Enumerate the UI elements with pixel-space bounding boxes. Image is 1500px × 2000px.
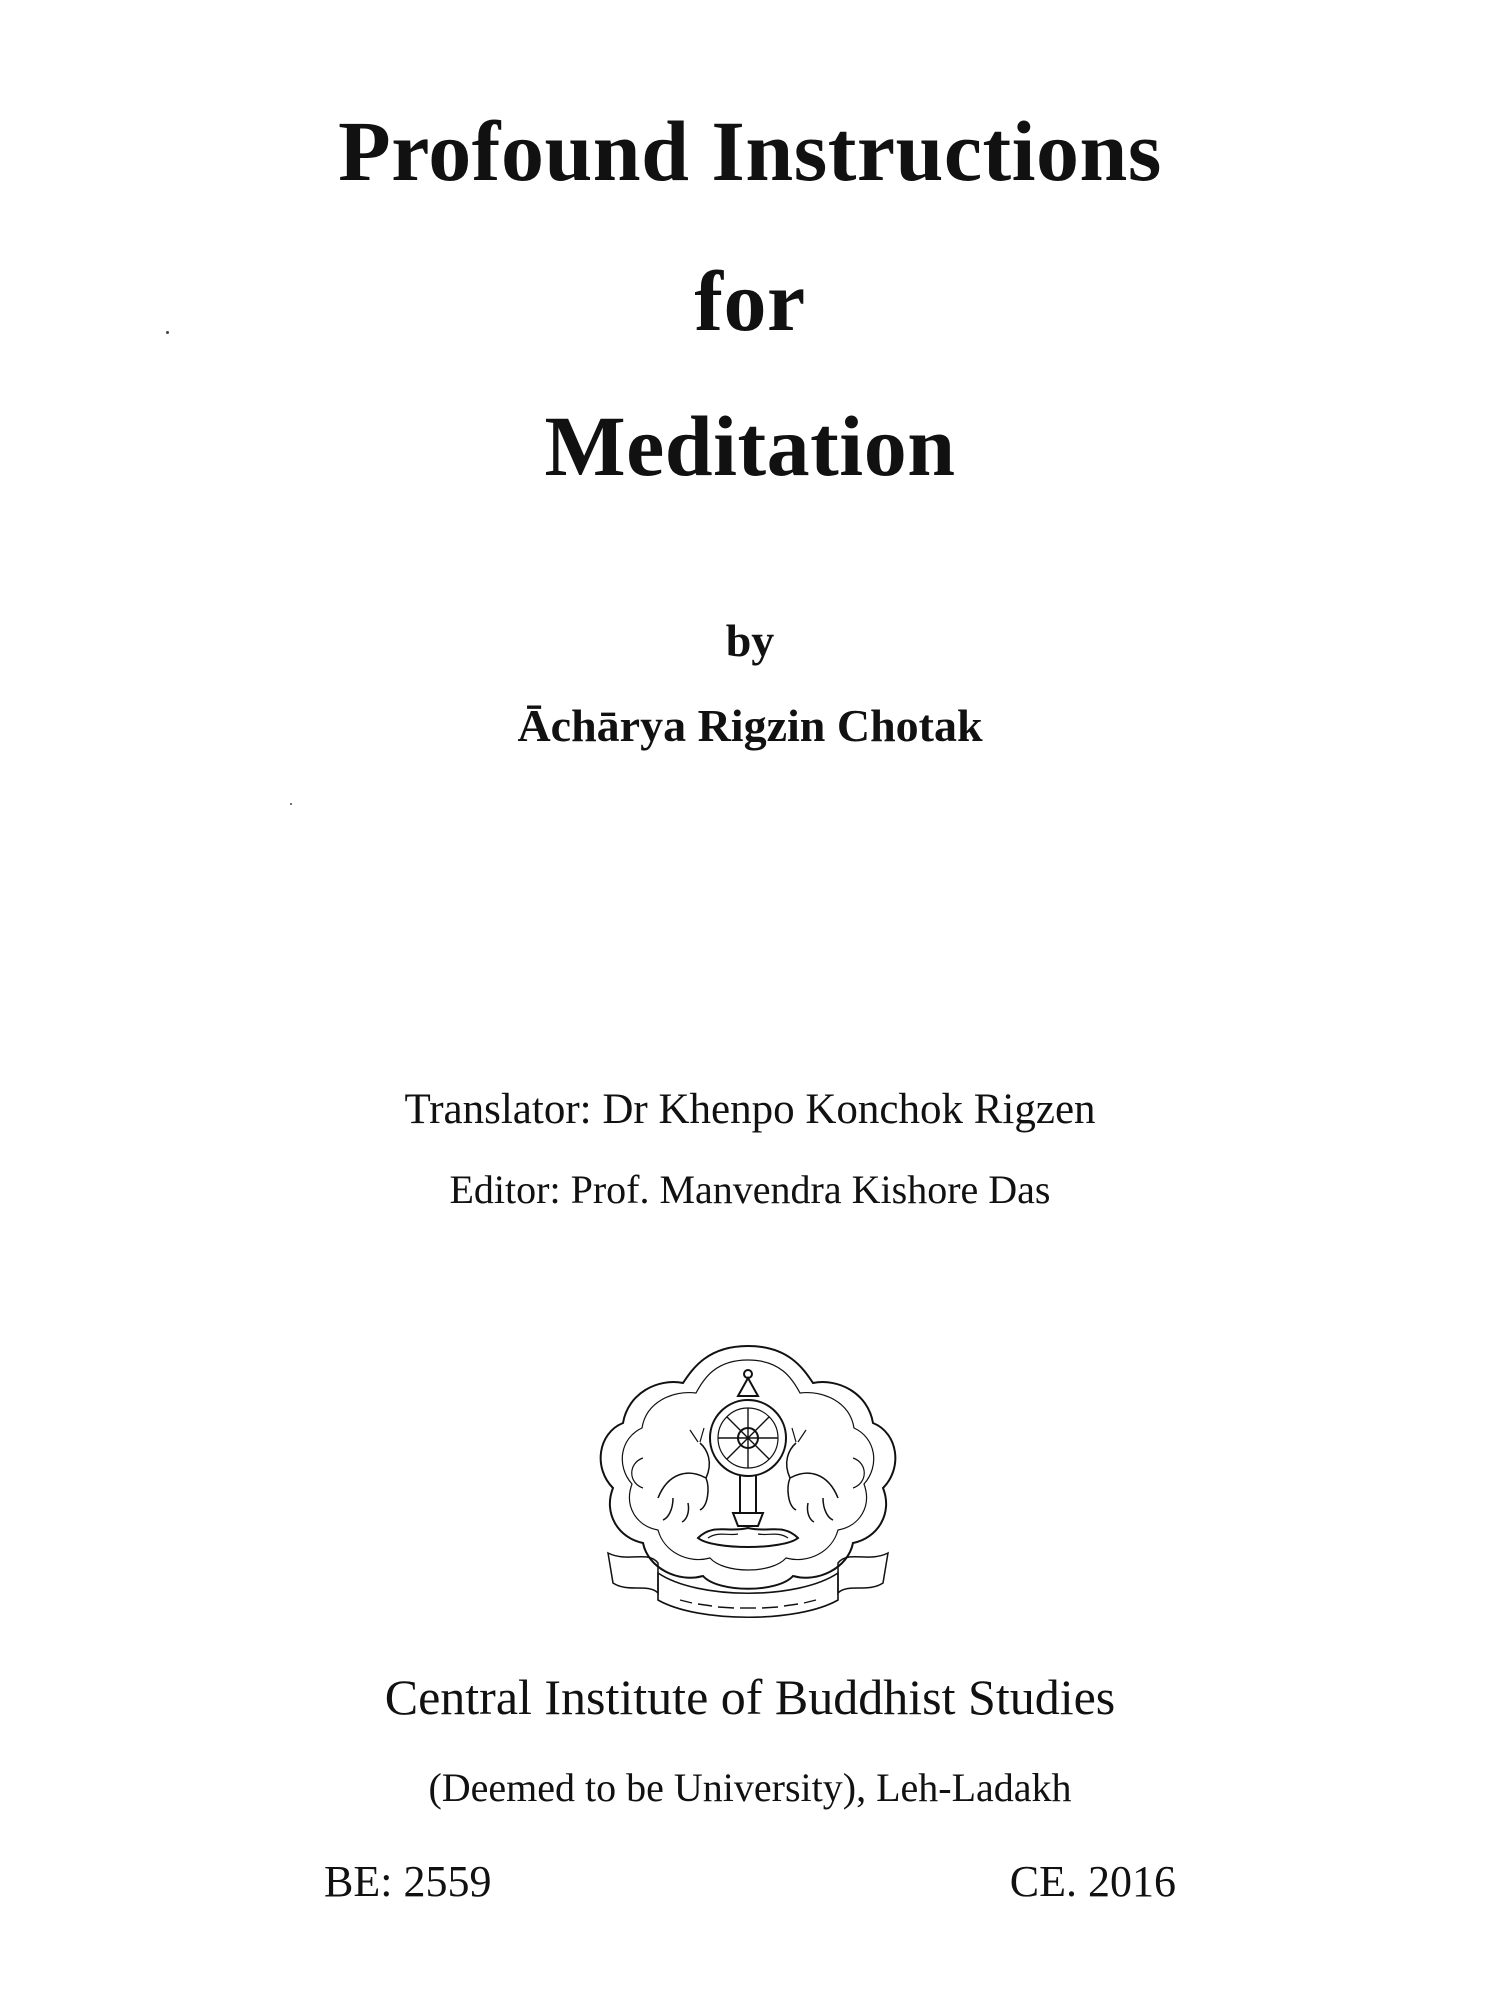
publisher-subtitle: (Deemed to be University), Leh-Ladakh xyxy=(428,1765,1072,1810)
title-line-3: Meditation xyxy=(544,398,956,494)
publisher-name: Central Institute of Buddhist Studies xyxy=(384,1669,1116,1725)
ce-date: CE. 2016 xyxy=(1009,1857,1176,1906)
scan-speck xyxy=(290,803,292,805)
editor-credit: Editor: Prof. Manvendra Kishore Das xyxy=(449,1167,1051,1212)
translator-credit: Translator: Dr Khenpo Konchok Rigzen xyxy=(404,1086,1096,1133)
title-line-2: for xyxy=(694,253,806,349)
author-name: Āchārya Rigzin Chotak xyxy=(517,700,983,751)
title-line-1: Profound Instructions xyxy=(338,103,1162,199)
dharma-wheel-emblem-icon xyxy=(588,1338,908,1628)
be-date: BE: 2559 xyxy=(324,1857,492,1906)
by-label: by xyxy=(725,615,775,666)
